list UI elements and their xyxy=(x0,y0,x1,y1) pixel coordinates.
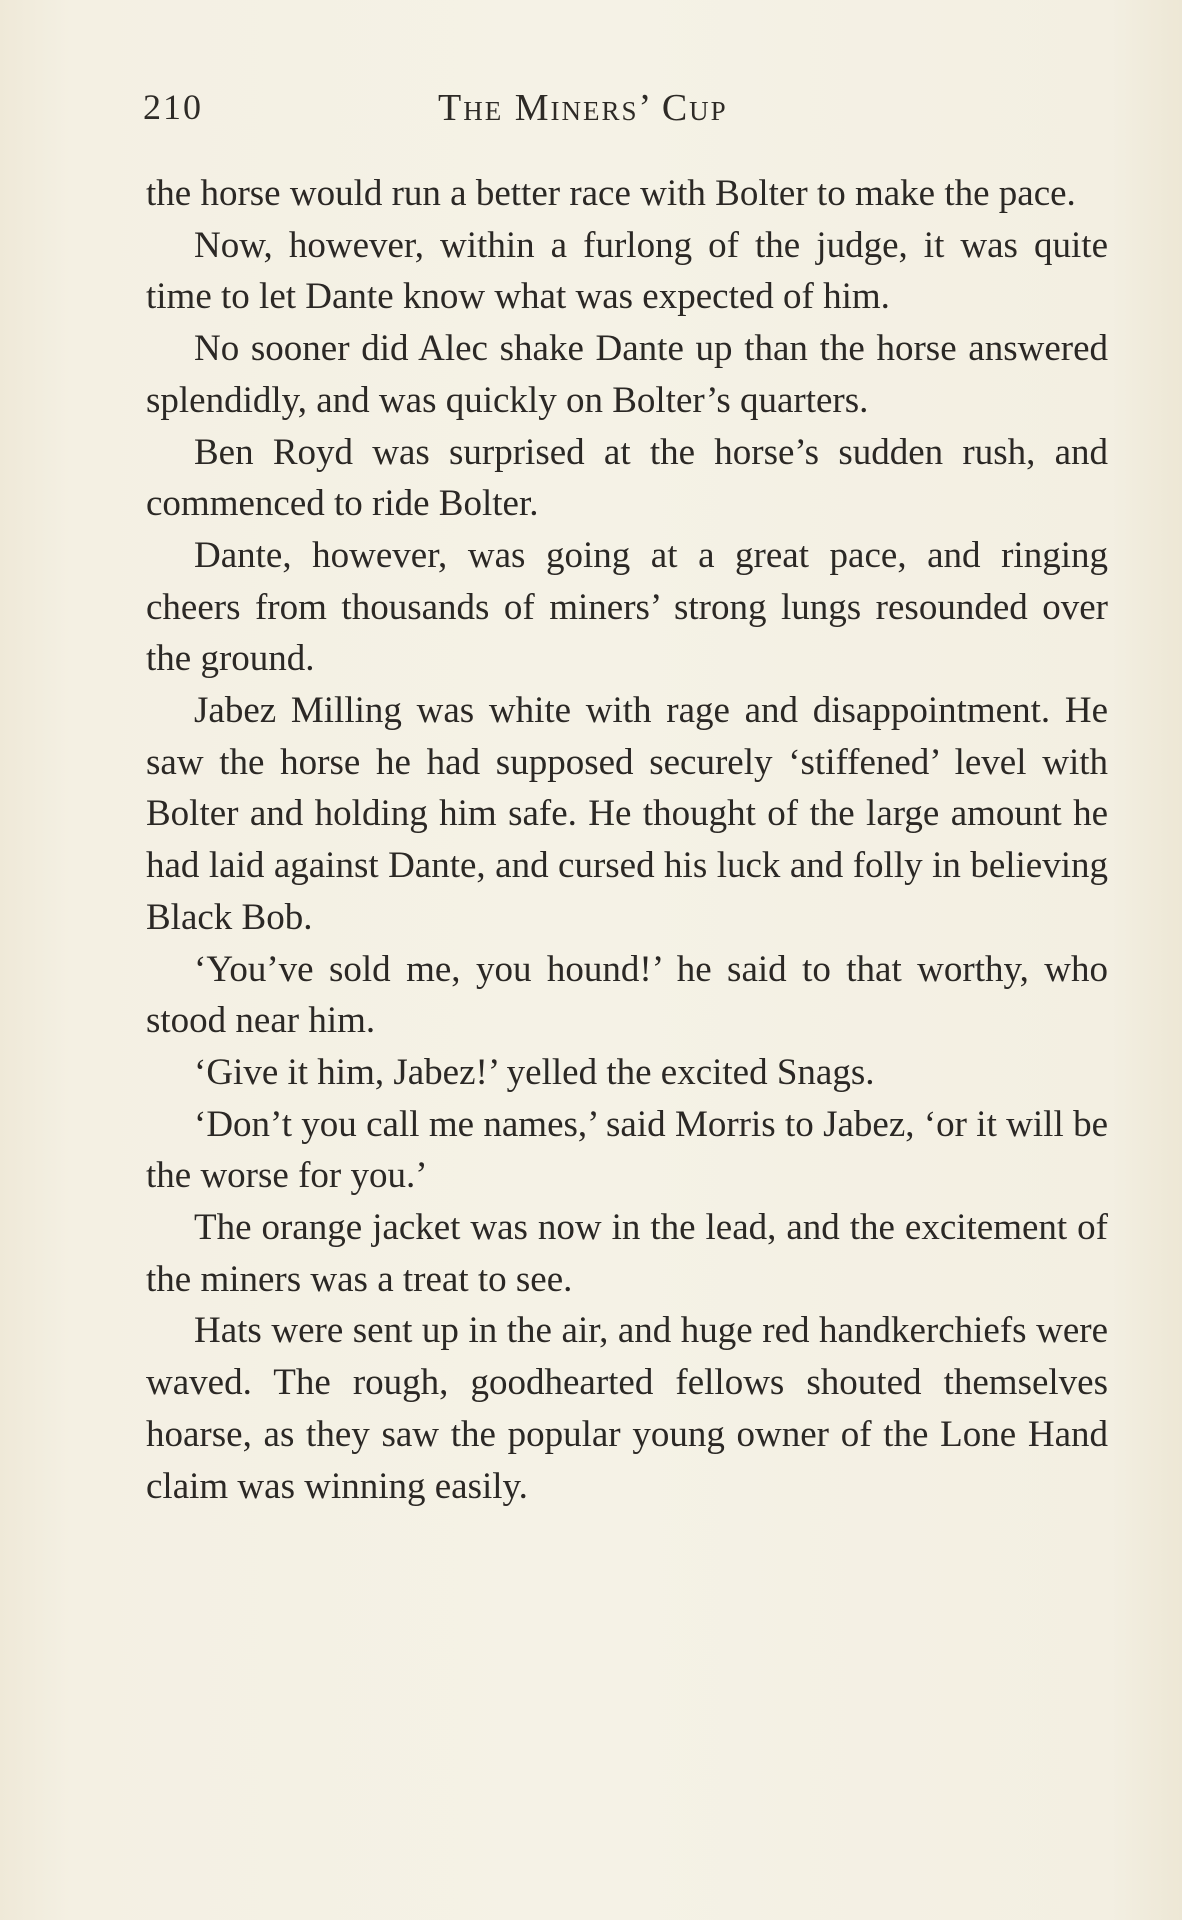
paragraph: the horse would run a better race with Bolter to make the pace. xyxy=(146,173,1076,214)
paragraph: No sooner did Alec shake Dante up than the horse answered splendidly, and was quickly on Bolter’s quarters. xyxy=(146,328,1108,421)
paragraph: The orange jacket was now in the lead, and the excitement of the miners was a treat to see. xyxy=(146,1207,1108,1300)
paragraph: Ben Royd was surprised at the horse’s sudden rush, and commenced to ride Bolter. xyxy=(146,431,1108,525)
paragraph: ‘Don’t you call me names,’ said Morris to Jabez, ‘or it will be the worse for you.’ xyxy=(146,1103,1108,1197)
paragraph: Jabez Milling was white with rage and disappointment. He saw the horse he had supposed securely ‘stiffened’ level with Bolter and holding him safe. He thought of the large amount he had laid against Dante, and cursed his luck and folly in believing Black Bob. xyxy=(146,690,1108,938)
paragraph: ‘Give it him, Jabez!’ yelled the excited Snags. xyxy=(194,1051,875,1093)
running-title: The Miners’ Cup xyxy=(438,87,728,129)
paragraph: Now, however, within a furlong of the judge, it was quite time to let Dante know what was expected of him. xyxy=(146,224,1108,318)
body-text xyxy=(146,168,1108,1512)
paragraph: Dante, however, was going at a great pace, and ringing cheers from thousands of miners’ strong lungs resounded over the ground. xyxy=(146,534,1108,680)
page-header xyxy=(143,86,1103,146)
paragraph: Hats were sent up in the air, and huge red handkerchiefs were waved. The rough, goodhearted fellows shouted themselves hoarse, as they saw the popular young owner of the Lone Hand claim was winning easily. xyxy=(146,1310,1108,1507)
paragraph: ‘You’ve sold me, you hound!’ he said to that worthy, who stood near him. xyxy=(146,948,1108,1042)
page-number: 210 xyxy=(143,87,203,127)
